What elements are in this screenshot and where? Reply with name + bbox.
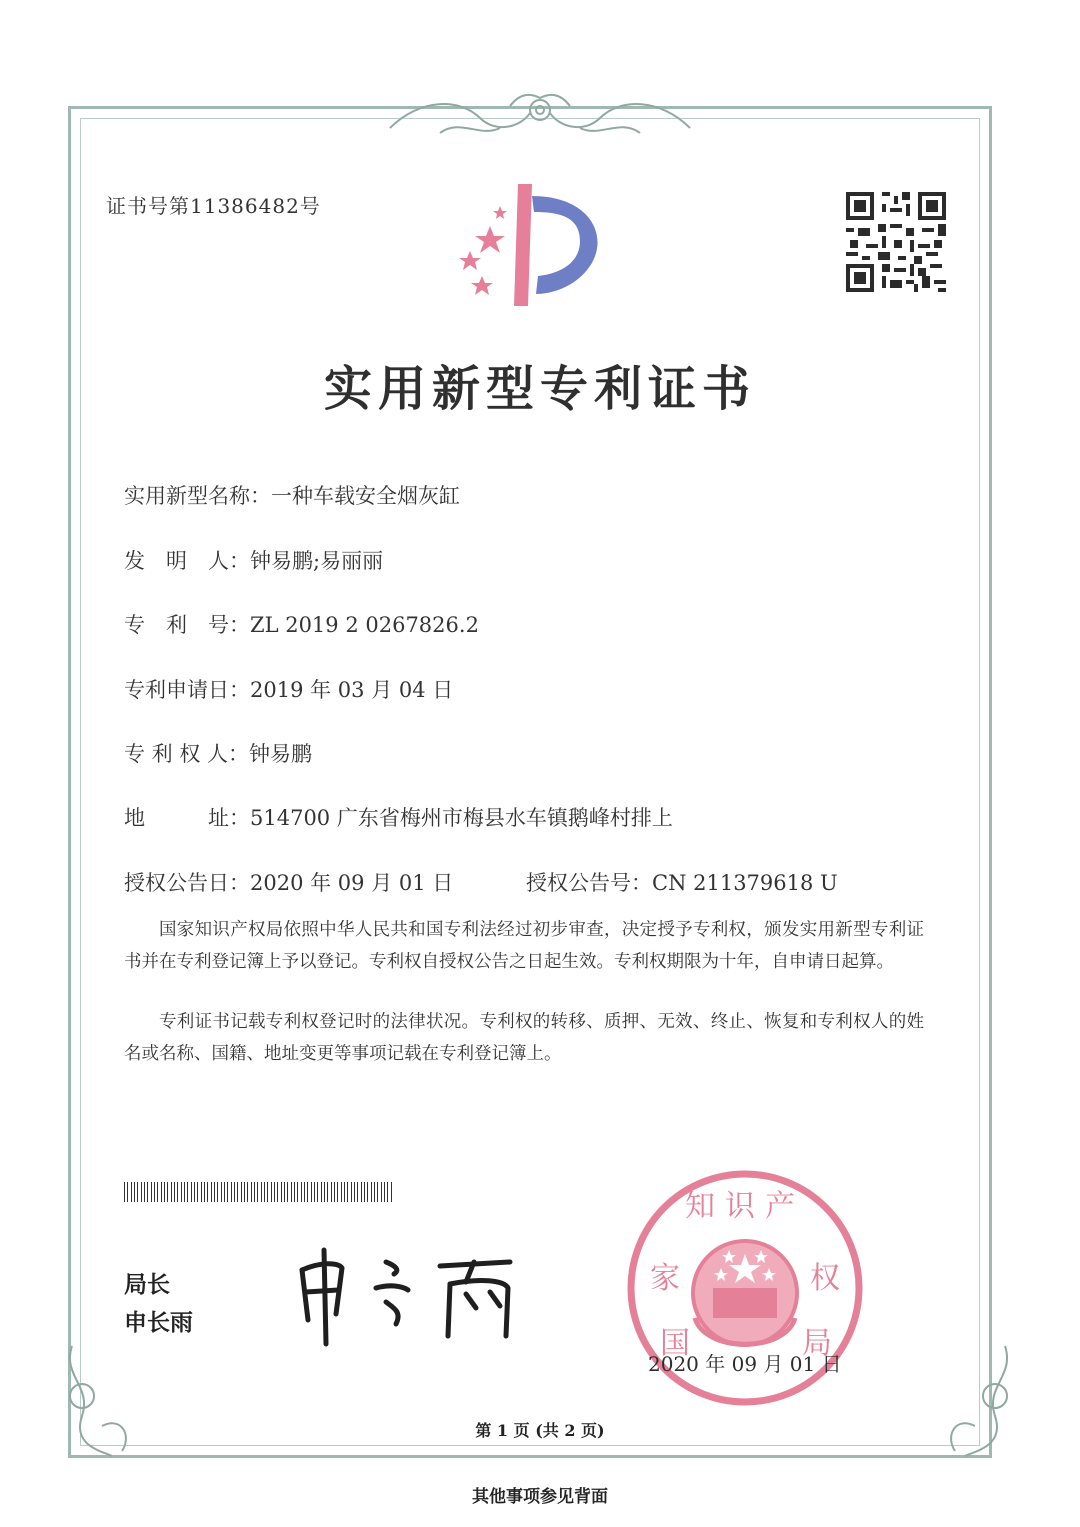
field-value: 514700 广东省梅州市梅县水车镇鹅峰村排上: [250, 806, 673, 830]
qr-code-icon: [846, 192, 946, 292]
field-patentee: [124, 738, 312, 768]
field-utility-model-name: [124, 480, 460, 510]
field-value: ZL 2019 2 0267826.2: [250, 613, 479, 637]
director-name: 申长雨: [124, 1310, 193, 1336]
field-label: 专 利 号：: [124, 613, 250, 637]
svg-text:局: 局: [802, 1326, 832, 1361]
field-address: [124, 802, 673, 832]
field-value: 钟易鹏: [249, 742, 313, 766]
page-number: 第 1 页 (共 2 页): [475, 1421, 605, 1440]
back-note: 其他事项参见背面: [472, 1487, 608, 1507]
cnipa-logo-icon: [440, 176, 620, 316]
page-title: 实用新型专利证书: [323, 361, 756, 417]
handwritten-signature-icon: [290, 1232, 530, 1352]
field-label: 授权公告日：: [124, 871, 250, 895]
field-value: CN 211379618 U: [652, 871, 838, 895]
field-grant-date: [124, 867, 453, 897]
bottom-right-ornament-icon: [935, 1336, 1025, 1466]
field-label: 授权公告号：: [526, 871, 652, 895]
field-value: 2020 年 09 月 01 日: [250, 871, 454, 895]
field-label: 专利申请日：: [124, 678, 250, 702]
bottom-left-ornament-icon: [52, 1336, 142, 1466]
top-ornament-icon: [380, 88, 700, 148]
body-paragraph-2: 专利证书记载专利权登记时的法律状况。专利权的转移、质押、无效、终止、恢复和专利权人的姓名或名称、国籍、地址变更等事项记载在专利登记簿上。: [124, 1012, 924, 1064]
field-value: 一种车载安全烟灰缸: [271, 484, 460, 508]
barcode-icon: [124, 1182, 394, 1202]
seal-date: 2020 年 09 月 01 日: [648, 1352, 842, 1376]
body-paragraph-1: 国家知识产权局依照中华人民共和国专利法经过初步审查，决定授予专利权，颁发实用新型专利证书并在专利登记簿上予以登记。专利权自授权公告之日起生效。专利权期限为十年，自申请日起算。: [124, 920, 924, 972]
field-value: 2019 年 03 月 04 日: [250, 678, 454, 702]
certificate-number: 证书号第11386482号: [106, 194, 321, 218]
director-title: 局长: [124, 1272, 170, 1298]
field-filing-date: [124, 674, 453, 704]
svg-text:权: 权: [810, 1261, 840, 1296]
svg-text:国: 国: [660, 1326, 690, 1361]
field-label: 发 明 人：: [124, 549, 250, 573]
field-label: 地 址：: [124, 806, 250, 830]
seal-lettering: 知识产: [685, 1189, 805, 1224]
field-inventor: [124, 545, 383, 575]
field-grant-number: [526, 867, 838, 897]
field-patent-number: [124, 609, 479, 639]
svg-text:家: 家: [650, 1261, 680, 1296]
field-label: 实用新型名称：: [124, 484, 271, 508]
field-value: 钟易鹏;易丽丽: [250, 549, 384, 573]
field-label: 专 利 权 人：: [124, 742, 250, 766]
